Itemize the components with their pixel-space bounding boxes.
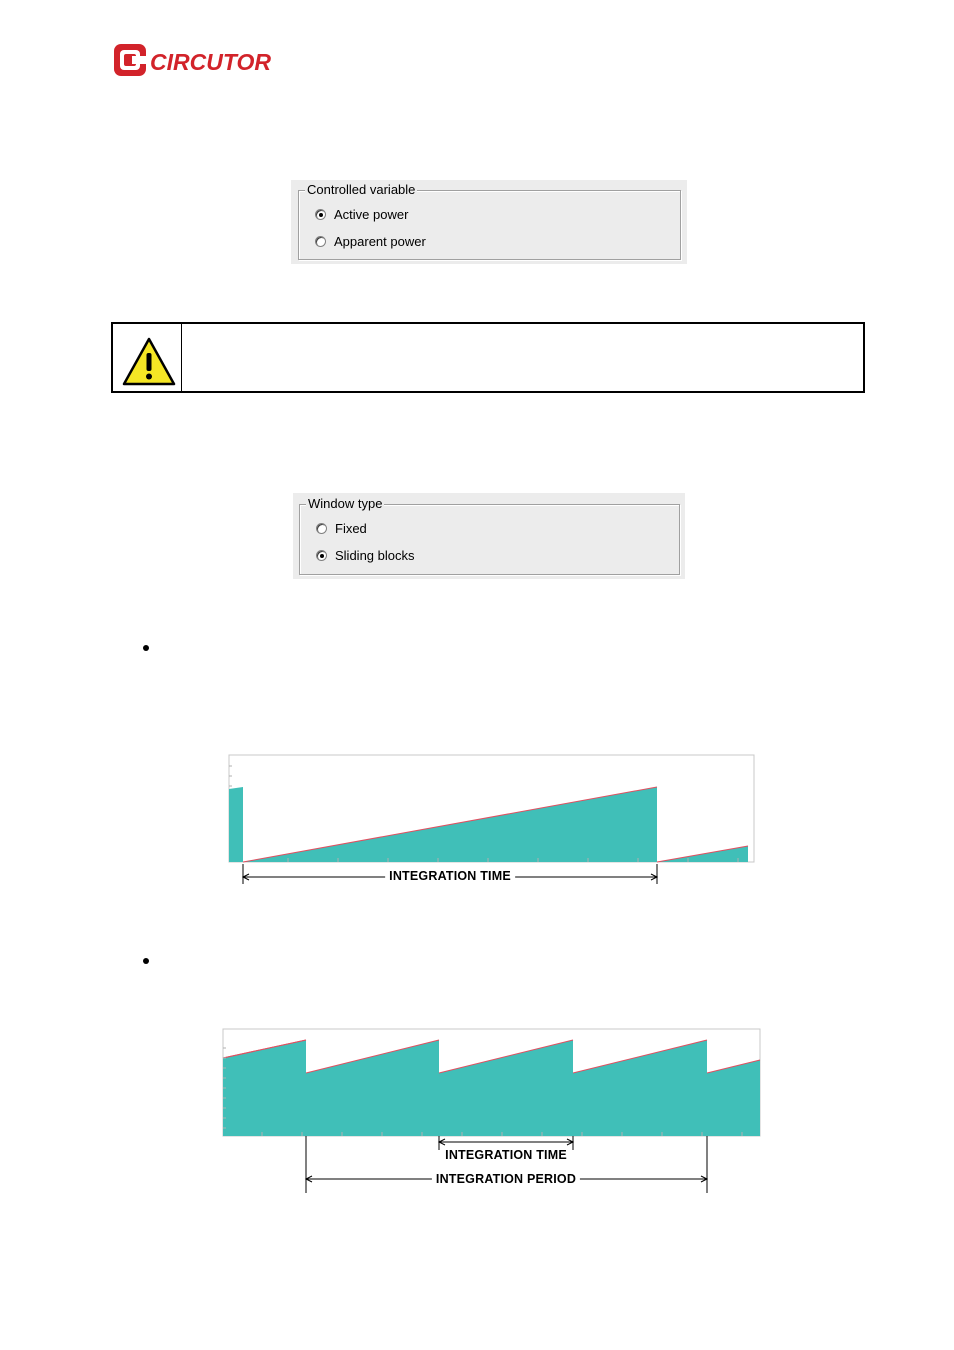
radio-label-active-power: Active power [334, 206, 409, 222]
integration-time-label: INTEGRATION TIME [441, 1148, 571, 1162]
logo-c-mark-icon [114, 44, 148, 76]
integration-period-label: INTEGRATION PERIOD [432, 1172, 580, 1186]
radio-unselected-icon[interactable] [316, 523, 327, 534]
window-type-legend: Window type [308, 496, 383, 511]
radio-label-fixed: Fixed [335, 520, 367, 536]
controlled-variable-legend: Controlled variable [307, 182, 416, 197]
radio-apparent-power[interactable] [315, 232, 426, 250]
radio-unselected-icon[interactable] [315, 236, 326, 247]
controlled-variable-panel [291, 180, 687, 264]
bullet-sliding [143, 958, 149, 964]
sliding-window-plot [222, 1028, 762, 1196]
radio-selected-icon[interactable] [316, 550, 327, 561]
radio-fixed[interactable] [316, 519, 367, 537]
radio-selected-icon[interactable] [315, 209, 326, 220]
fixed-window-chart [228, 754, 756, 890]
window-type-panel [293, 493, 685, 579]
logo-text: CIRCUTOR [150, 49, 271, 75]
radio-active-power[interactable] [315, 205, 408, 223]
bullet-fixed [143, 645, 149, 651]
ramp-segment-0 [229, 787, 243, 862]
controlled-variable-group [298, 182, 681, 260]
sliding-window-chart [222, 1028, 762, 1196]
circutor-logo [112, 40, 292, 80]
window-type-group [299, 496, 680, 575]
warning-triangle-icon [121, 336, 177, 388]
radio-sliding-blocks[interactable] [316, 546, 415, 564]
warning-icon-cell [113, 324, 182, 391]
warning-box [111, 322, 865, 393]
integration-time-label: INTEGRATION TIME [385, 869, 515, 883]
radio-label-sliding-blocks: Sliding blocks [335, 547, 415, 563]
radio-label-apparent-power: Apparent power [334, 233, 426, 249]
